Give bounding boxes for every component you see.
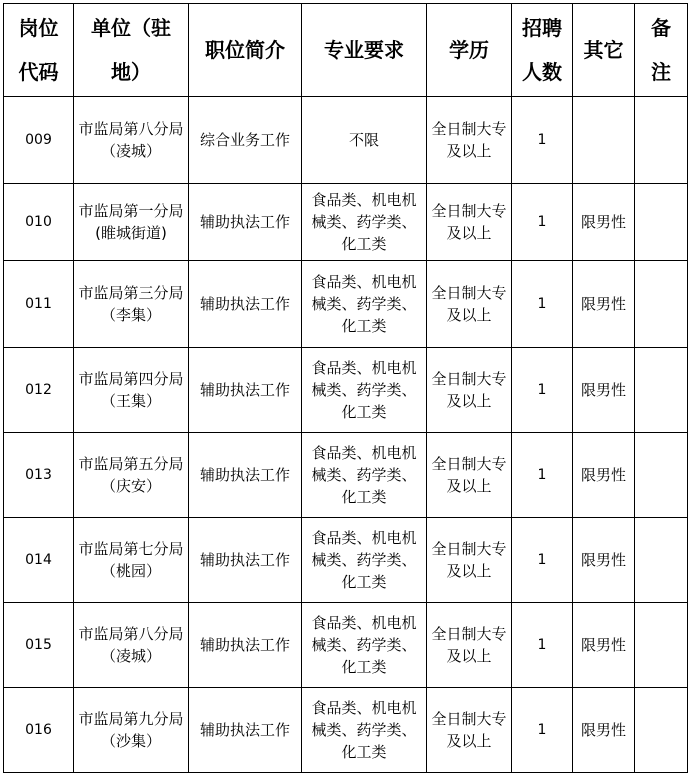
other-cell: 限男性 [573, 433, 635, 518]
other-cell: 限男性 [573, 688, 635, 773]
code-cell: 012 [4, 348, 74, 433]
other-cell [573, 97, 635, 184]
other-cell: 限男性 [573, 603, 635, 688]
code-cell: 015 [4, 603, 74, 688]
major-cell: 食品类、机电机械类、药学类、化工类 [302, 261, 427, 348]
header-other: 其它 [573, 4, 635, 97]
education-cell: 全日制大专及以上 [427, 261, 512, 348]
note-cell [635, 433, 688, 518]
intro-cell: 辅助执法工作 [189, 688, 302, 773]
major-cell: 食品类、机电机械类、药学类、化工类 [302, 184, 427, 261]
major-cell: 食品类、机电机械类、药学类、化工类 [302, 688, 427, 773]
intro-cell: 综合业务工作 [189, 97, 302, 184]
header-count: 招聘 人数 [512, 4, 573, 97]
major-cell: 食品类、机电机械类、药学类、化工类 [302, 518, 427, 603]
major-cell: 食品类、机电机械类、药学类、化工类 [302, 348, 427, 433]
table-row [4, 433, 688, 518]
header-unit: 单位（驻 地） [74, 4, 189, 97]
unit-cell: 市监局第五分局（庆安） [74, 433, 189, 518]
intro-cell: 辅助执法工作 [189, 518, 302, 603]
table-row [4, 97, 688, 184]
code-cell: 011 [4, 261, 74, 348]
unit-cell: 市监局第七分局（桃园） [74, 518, 189, 603]
count-cell: 1 [512, 603, 573, 688]
table-row [4, 688, 688, 773]
unit-cell: 市监局第八分局（凌城） [74, 603, 189, 688]
unit-cell: 市监局第九分局（沙集） [74, 688, 189, 773]
count-cell: 1 [512, 433, 573, 518]
unit-cell: 市监局第三分局（李集） [74, 261, 189, 348]
note-cell [635, 348, 688, 433]
education-cell: 全日制大专及以上 [427, 348, 512, 433]
count-cell: 1 [512, 348, 573, 433]
code-cell: 014 [4, 518, 74, 603]
header-education: 学历 [427, 4, 512, 97]
note-cell [635, 518, 688, 603]
education-cell: 全日制大专及以上 [427, 603, 512, 688]
other-cell: 限男性 [573, 348, 635, 433]
code-cell: 009 [4, 97, 74, 184]
header-code: 岗位 代码 [4, 4, 74, 97]
table-row [4, 603, 688, 688]
note-cell [635, 97, 688, 184]
unit-cell: 市监局第八分局（凌城） [74, 97, 189, 184]
unit-cell: 市监局第一分局(睢城街道) [74, 184, 189, 261]
note-cell [635, 688, 688, 773]
table-row [4, 184, 688, 261]
education-cell: 全日制大专及以上 [427, 433, 512, 518]
other-cell: 限男性 [573, 261, 635, 348]
intro-cell: 辅助执法工作 [189, 433, 302, 518]
count-cell: 1 [512, 261, 573, 348]
table-row [4, 518, 688, 603]
intro-cell: 辅助执法工作 [189, 261, 302, 348]
note-cell [635, 261, 688, 348]
major-cell: 不限 [302, 97, 427, 184]
major-cell: 食品类、机电机械类、药学类、化工类 [302, 433, 427, 518]
intro-cell: 辅助执法工作 [189, 348, 302, 433]
other-cell: 限男性 [573, 518, 635, 603]
education-cell: 全日制大专及以上 [427, 97, 512, 184]
other-cell: 限男性 [573, 184, 635, 261]
code-cell: 013 [4, 433, 74, 518]
table-row [4, 348, 688, 433]
education-cell: 全日制大专及以上 [427, 688, 512, 773]
major-cell: 食品类、机电机械类、药学类、化工类 [302, 603, 427, 688]
header-row [4, 4, 688, 97]
education-cell: 全日制大专及以上 [427, 184, 512, 261]
count-cell: 1 [512, 518, 573, 603]
code-cell: 016 [4, 688, 74, 773]
education-cell: 全日制大专及以上 [427, 518, 512, 603]
unit-cell: 市监局第四分局（王集） [74, 348, 189, 433]
count-cell: 1 [512, 184, 573, 261]
note-cell [635, 184, 688, 261]
count-cell: 1 [512, 97, 573, 184]
recruitment-table [3, 3, 688, 773]
code-cell: 010 [4, 184, 74, 261]
header-major: 专业要求 [302, 4, 427, 97]
note-cell [635, 603, 688, 688]
intro-cell: 辅助执法工作 [189, 184, 302, 261]
header-intro: 职位简介 [189, 4, 302, 97]
intro-cell: 辅助执法工作 [189, 603, 302, 688]
header-note: 备 注 [635, 4, 688, 97]
table-row [4, 261, 688, 348]
count-cell: 1 [512, 688, 573, 773]
